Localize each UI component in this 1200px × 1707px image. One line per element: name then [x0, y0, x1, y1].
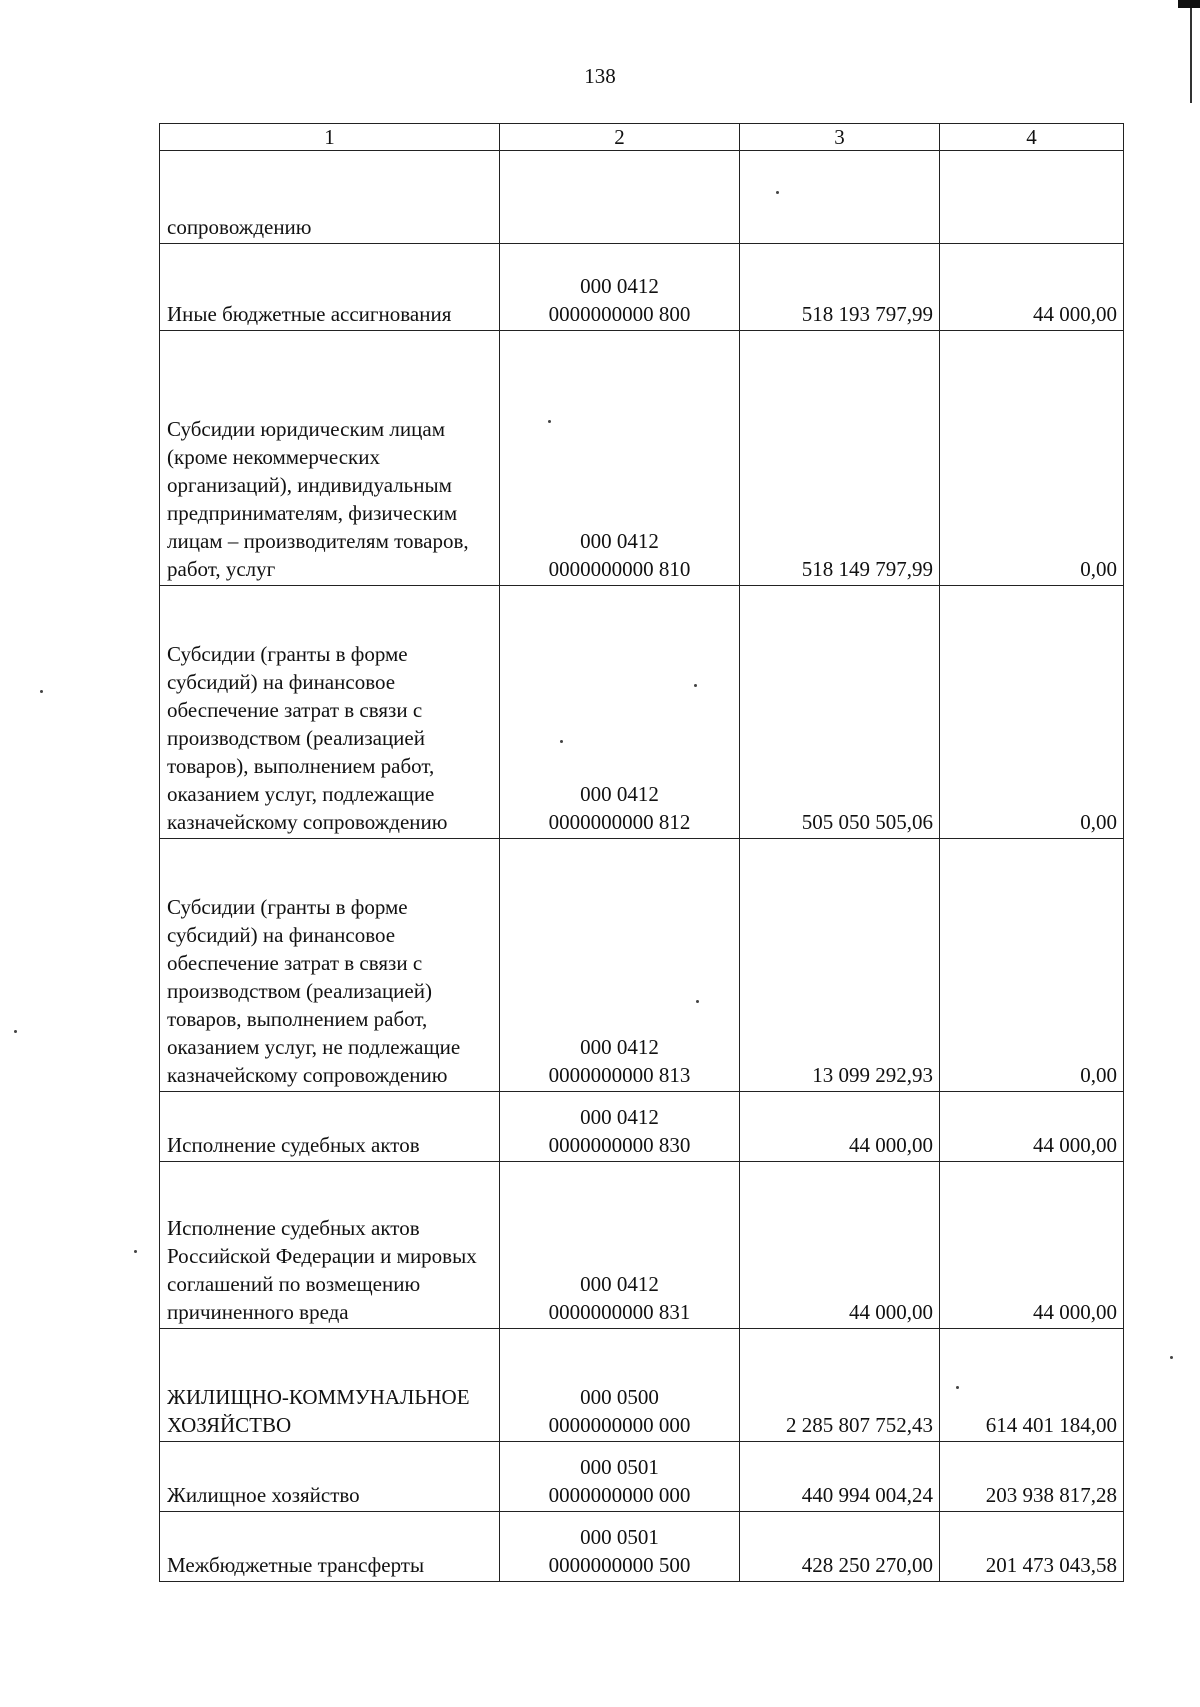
row-code-line1: 000 0412 [580, 1272, 659, 1296]
table-row [160, 1092, 1124, 1162]
row-col3: 440 994 004,24 [740, 1442, 940, 1512]
row-code-line1: 000 0501 [580, 1525, 659, 1549]
row-name: Субсидии (гранты в форме субсидий) на финансовое обеспечение затрат в связи с производством (реализацией товаров), выполнением работ, оказанием услуг, подлежащие казначейскому сопровождению [160, 586, 500, 839]
row-code [500, 1329, 740, 1442]
table-row [160, 1162, 1124, 1329]
row-name: Субсидии юридическим лицам (кроме некоммерческих организаций), индивидуальным предпринимателям, физическим лицам – производителям товаров, работ, услуг [160, 331, 500, 586]
row-code [500, 331, 740, 586]
row-col4: 614 401 184,00 [940, 1329, 1124, 1442]
row-code [500, 1512, 740, 1582]
row-code [500, 244, 740, 331]
table-row [160, 586, 1124, 839]
header-col-3: 3 [740, 124, 940, 151]
row-col3: 2 285 807 752,43 [740, 1329, 940, 1442]
row-col3 [740, 151, 940, 244]
row-col4: 0,00 [940, 586, 1124, 839]
row-col3: 428 250 270,00 [740, 1512, 940, 1582]
row-name: ЖИЛИЩНО-КОММУНАЛЬНОЕ ХОЗЯЙСТВО [160, 1329, 500, 1442]
table-row [160, 1329, 1124, 1442]
row-code [500, 151, 740, 244]
row-col4: 201 473 043,58 [940, 1512, 1124, 1582]
row-col3: 13 099 292,93 [740, 839, 940, 1092]
row-code-line2: 0000000000 000 [548, 1413, 691, 1437]
scan-speck [14, 1030, 17, 1033]
scan-edge-mark [1178, 0, 1200, 8]
scan-speck [956, 1386, 959, 1389]
row-name: Жилищное хозяйство [160, 1442, 500, 1512]
row-code-line2: 0000000000 800 [548, 302, 691, 326]
scan-speck [548, 420, 551, 423]
scan-speck [694, 684, 697, 687]
scan-speck [776, 191, 779, 194]
row-code-line1: 000 0500 [580, 1385, 659, 1409]
row-code-line1: 000 0412 [580, 529, 659, 553]
row-code-line2: 0000000000 830 [548, 1133, 691, 1157]
table-row [160, 839, 1124, 1092]
table-row [160, 151, 1124, 244]
row-col3: 505 050 505,06 [740, 586, 940, 839]
row-name: Исполнение судебных актов [160, 1092, 500, 1162]
row-code-line2: 0000000000 813 [548, 1063, 691, 1087]
row-code-line1: 000 0412 [580, 1035, 659, 1059]
header-col-4: 4 [940, 124, 1124, 151]
row-col3: 44 000,00 [740, 1092, 940, 1162]
table-row [160, 244, 1124, 331]
row-code-line1: 000 0412 [580, 1105, 659, 1129]
table-row [160, 1442, 1124, 1512]
row-code [500, 839, 740, 1092]
header-col-1: 1 [160, 124, 500, 151]
row-name: Межбюджетные трансферты [160, 1512, 500, 1582]
row-code-line2: 0000000000 000 [548, 1483, 691, 1507]
row-code [500, 1092, 740, 1162]
row-col4: 44 000,00 [940, 1092, 1124, 1162]
row-col3: 44 000,00 [740, 1162, 940, 1329]
row-code-line1: 000 0412 [580, 274, 659, 298]
row-code-line1: 000 0501 [580, 1455, 659, 1479]
page-number: 138 [584, 64, 616, 88]
row-code-line1: 000 0412 [580, 782, 659, 806]
row-name: Субсидии (гранты в форме субсидий) на финансовое обеспечение затрат в связи с производством (реализацией) товаров, выполнением работ, оказанием услуг, не подлежащие казначейскому сопровождению [160, 839, 500, 1092]
row-name: сопровождению [160, 151, 500, 244]
row-col4: 0,00 [940, 331, 1124, 586]
row-code-line2: 0000000000 831 [548, 1300, 691, 1324]
scan-speck [696, 1000, 699, 1003]
row-col4: 0,00 [940, 839, 1124, 1092]
scan-speck [134, 1250, 137, 1253]
row-name: Иные бюджетные ассигнования [160, 244, 500, 331]
table-row [160, 331, 1124, 586]
row-code [500, 586, 740, 839]
scan-speck [1170, 1356, 1173, 1359]
row-col3: 518 149 797,99 [740, 331, 940, 586]
row-code-line2: 0000000000 812 [548, 810, 691, 834]
row-code-line2: 0000000000 500 [548, 1553, 691, 1577]
row-col4: 203 938 817,28 [940, 1442, 1124, 1512]
table-header-row [160, 124, 1124, 151]
scan-speck [40, 690, 43, 693]
row-col4: 44 000,00 [940, 1162, 1124, 1329]
row-name: Исполнение судебных актов Российской Федерации и мировых соглашений по возмещению причиненного вреда [160, 1162, 500, 1329]
row-code [500, 1162, 740, 1329]
row-col4: 44 000,00 [940, 244, 1124, 331]
header-col-2: 2 [500, 124, 740, 151]
row-col4 [940, 151, 1124, 244]
table-row [160, 1512, 1124, 1582]
row-code [500, 1442, 740, 1512]
budget-table [159, 123, 1124, 1582]
scan-speck [560, 740, 563, 743]
row-col3: 518 193 797,99 [740, 244, 940, 331]
row-code-line2: 0000000000 810 [548, 557, 691, 581]
